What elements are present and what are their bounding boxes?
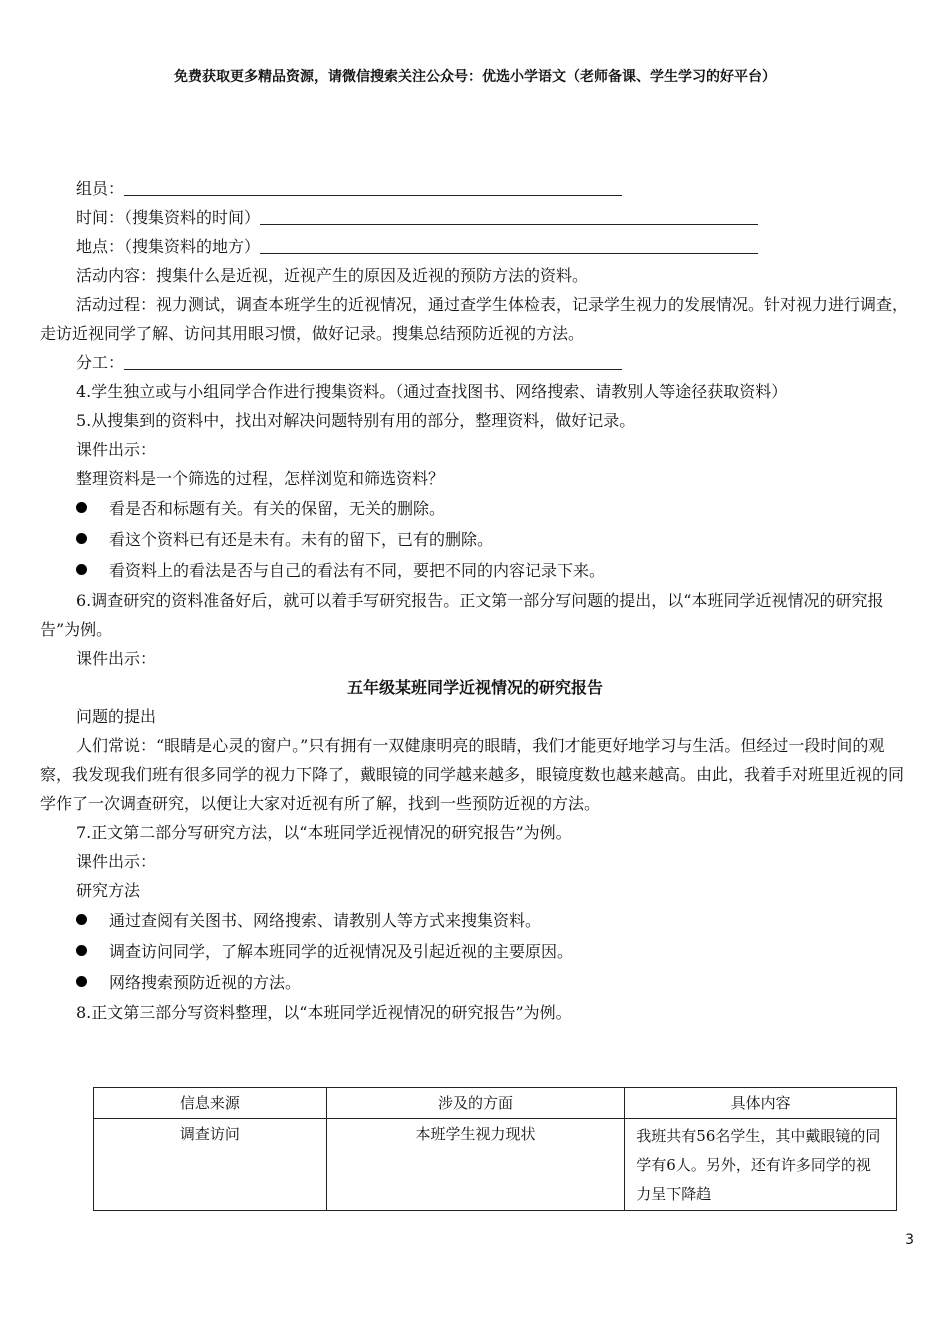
time-label: 时间：（搜集资料的时间） <box>76 208 261 227</box>
step-7: 7.正文第二部分写研究方法，以“本班同学近视情况的研究报告”为例。 <box>76 823 572 842</box>
report-title: 五年级某班同学近视情况的研究报告 <box>346 678 603 697</box>
step-5: 5.从搜集到的资料中，找出对解决问题特别有用的部分，整理资料，做好记录。 <box>76 411 636 430</box>
members-label: 组员： <box>76 179 125 198</box>
table-header-cell: 信息来源 <box>94 1088 327 1119</box>
step-6: 6.调查研究的资料准备好后，就可以着手写研究报告。正文第一部分写问题的提出，以“本班同学近视情况的研究报告”为例。 <box>40 591 884 639</box>
page-header: 免费获取更多精品资源，请微信搜索关注公众号：优选小学语文（老师备课、学生学习的好平台） <box>174 69 776 85</box>
members-blank <box>124 177 622 196</box>
page-number: 3 <box>905 1232 914 1248</box>
courseware-label-3: 课件出示： <box>76 852 157 871</box>
sort-question: 整理资料是一个筛选的过程，怎样浏览和筛选资料？ <box>76 469 445 488</box>
bullet-item: 调查访问同学，了解本班同学的近视情况及引起近视的主要原因。 <box>40 936 910 967</box>
table-cell: 本班学生视力现状 <box>326 1119 625 1211</box>
place-label: 地点：（搜集资料的地方） <box>76 237 261 256</box>
table-cell-text: 我班共有56名学生，其中戴眼镜的同学有6人。另外，还有许多同学的视力呈下降趋 <box>636 1127 881 1203</box>
courseware-label-1: 课件出示： <box>76 440 157 459</box>
members-line <box>40 174 910 203</box>
table-header-cell: 具体内容 <box>625 1088 897 1119</box>
table-header-row <box>94 1088 897 1119</box>
bullet-dot <box>76 533 87 544</box>
bullet-dot <box>76 976 87 987</box>
division-line <box>40 348 910 377</box>
bullet-item: 看资料上的看法是否与自己的看法有不同，要把不同的内容记录下来。 <box>40 555 910 586</box>
courseware-label-2: 课件出示： <box>76 649 157 668</box>
division-label: 分工： <box>76 353 125 372</box>
bullet-item: 看这个资料已有还是未有。未有的留下，已有的删除。 <box>40 524 910 555</box>
table-cell: 调查访问 <box>94 1119 327 1211</box>
step-4: 4.学生独立或与小组同学合作进行搜集资料。（通过查找图书、网络搜索、请教别人等途径获取资料） <box>76 382 788 401</box>
time-line <box>40 203 910 232</box>
data-table <box>93 1087 897 1211</box>
bullet-dot <box>76 945 87 956</box>
bullet-dot <box>76 914 87 925</box>
activity-content: 活动内容：搜集什么是近视，近视产生的原因及近视的预防方法的资料。 <box>76 266 589 285</box>
problem-heading: 问题的提出 <box>76 707 157 726</box>
bullet-dot <box>76 502 87 513</box>
place-blank <box>260 235 758 254</box>
bullet-dot <box>76 564 87 575</box>
bullet-item: 通过查阅有关图书、网络搜索、请教别人等方式来搜集资料。 <box>40 905 910 936</box>
method-heading: 研究方法 <box>76 881 141 900</box>
table-header-cell: 涉及的方面 <box>326 1088 625 1119</box>
bullet-item: 网络搜索预防近视的方法。 <box>40 967 910 998</box>
bullet-item: 看是否和标题有关。有关的保留，无关的删除。 <box>40 493 910 524</box>
division-blank <box>124 351 622 370</box>
place-line <box>40 232 910 261</box>
problem-text: 人们常说：“眼睛是心灵的窗户。”只有拥有一双健康明亮的眼睛，我们才能更好地学习与生活。但经过一段时间的观察，我发现我们班有很多同学的视力下降了，戴眼镜的同学越来越多，眼镜度数也越来越高。由此，我着手对班里近视的同学作了一次调查研究，以便让大家对近视有所了解，找到一些预防近视的方法。 <box>40 736 905 813</box>
table-cell <box>625 1119 897 1211</box>
step-8: 8.正文第三部分写资料整理，以“本班同学近视情况的研究报告”为例。 <box>76 1003 572 1022</box>
table-row <box>94 1119 897 1211</box>
document-body <box>40 174 910 1027</box>
activity-process: 活动过程：视力测试，调查本班学生的近视情况，通过查学生体检表，记录学生视力的发展情况。针对视力进行调查，走访近视同学了解、访问其用眼习惯，做好记录。搜集总结预防近视的方法。 <box>40 295 909 343</box>
time-blank <box>260 206 758 225</box>
